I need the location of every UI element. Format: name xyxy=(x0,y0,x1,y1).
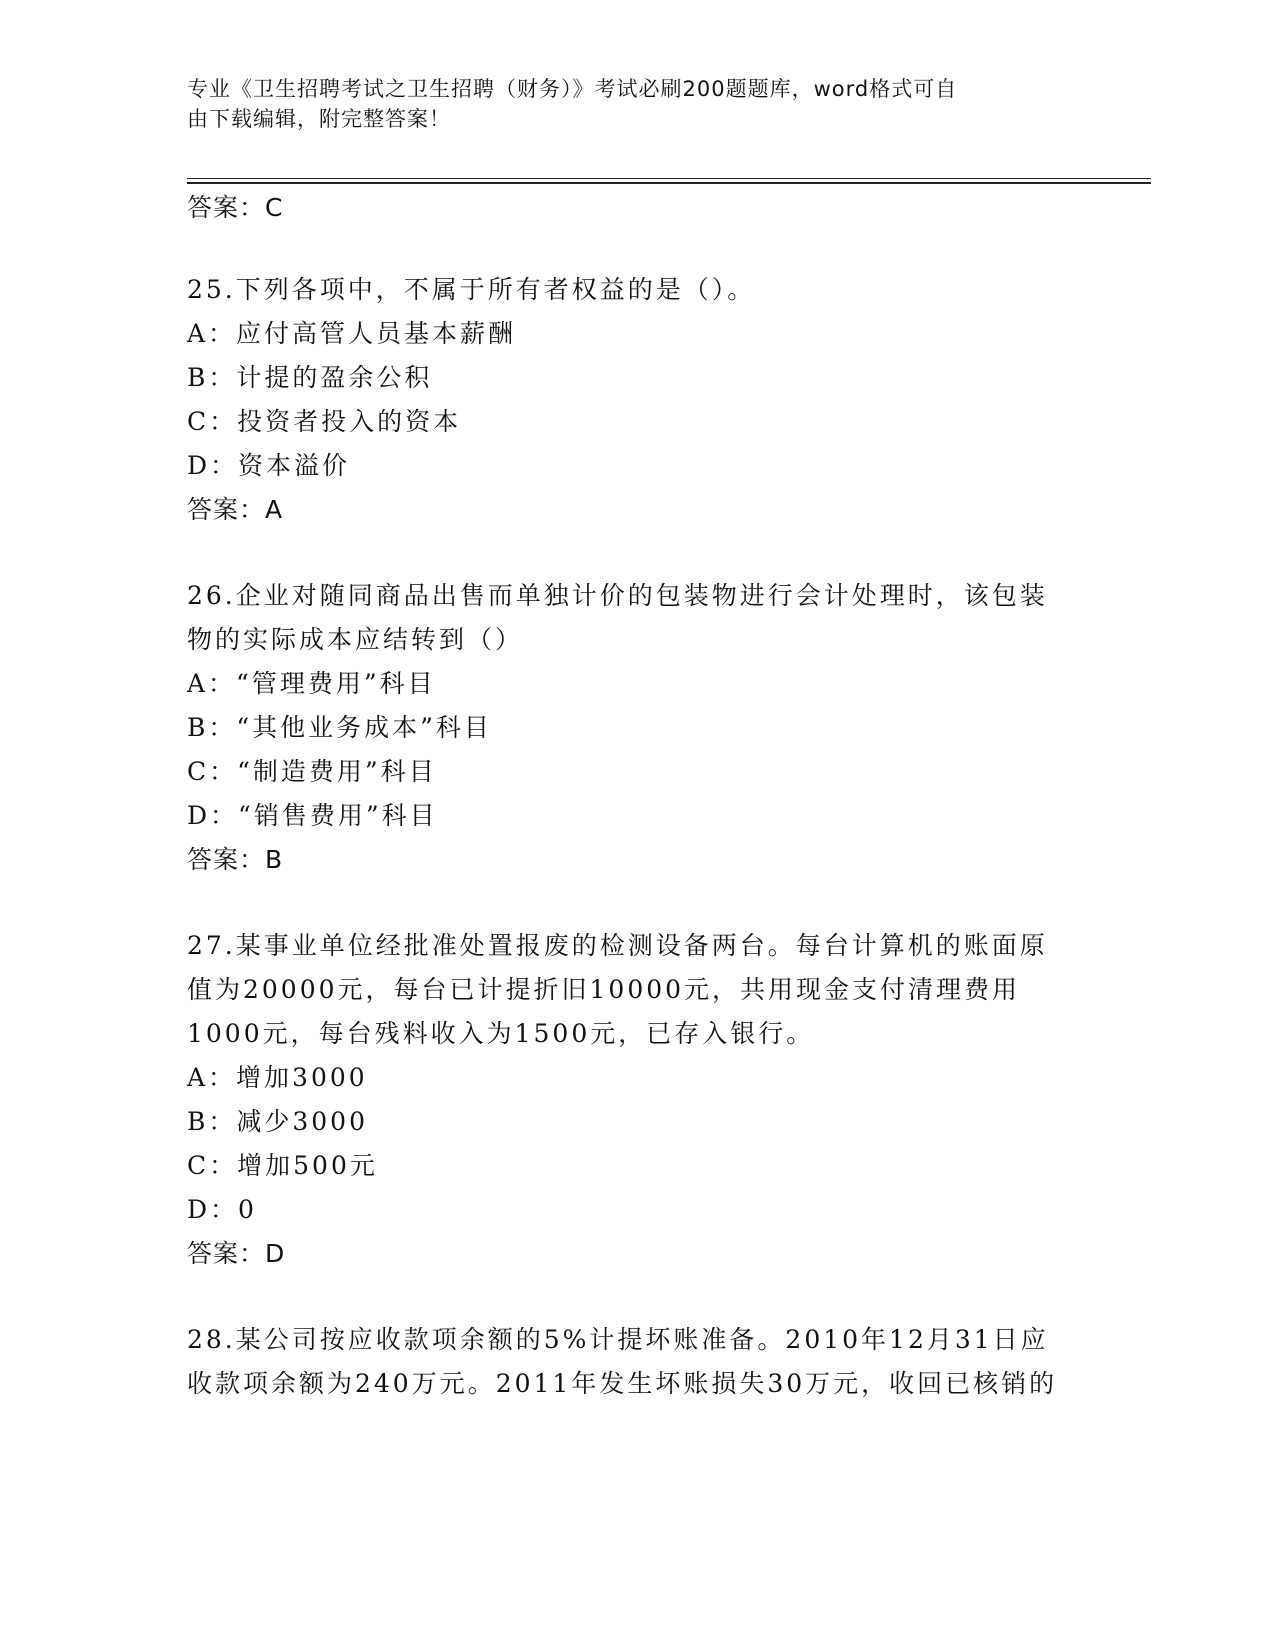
q27-option-c: C：增加500元 xyxy=(187,1151,378,1180)
q27-option-d: D：0 xyxy=(187,1195,257,1224)
q26-option-d: D：“销售费用”科目 xyxy=(187,801,438,830)
q28-stem-line-2: 收款项余额为240万元。2011年发生坏账损失30万元，收回已核销的 xyxy=(187,1369,1058,1398)
header-line-1: 专业《卫生招聘考试之卫生招聘（财务）》考试必刷200题题库，word格式可自 xyxy=(187,77,958,101)
q26-stem-line-2: 物的实际成本应结转到（） xyxy=(187,625,524,654)
q25-option-b: B：计提的盈余公积 xyxy=(187,363,433,392)
q27-stem-line-3: 1000元，每台残料收入为1500元，已存入银行。 xyxy=(187,1019,815,1048)
q25-stem-line-1: 25.下列各项中，不属于所有者权益的是（）。 xyxy=(187,275,756,304)
answer-prev: 答案：C xyxy=(187,193,284,222)
q26-option-c: C：“制造费用”科目 xyxy=(187,757,437,786)
q27-option-a: A：增加3000 xyxy=(187,1063,368,1092)
header-divider-thin xyxy=(187,178,1151,179)
q27-stem-line-2: 值为20000元，每台已计提折旧10000元，共用现金支付清理费用 xyxy=(187,975,1021,1004)
page-header xyxy=(187,74,1067,134)
q27-stem-line-1: 27.某事业单位经批准处置报废的检测设备两台。每台计算机的账面原 xyxy=(187,931,1048,960)
q28-stem-line-1: 28.某公司按应收款项余额的5%计提坏账准备。2010年12月31日应 xyxy=(187,1325,1049,1354)
q25-answer: 答案：A xyxy=(187,495,284,524)
q26-option-b: B：“其他业务成本”科目 xyxy=(187,713,492,742)
header-line-2: 由下载编辑，附完整答案！ xyxy=(187,107,451,131)
header-divider-thick xyxy=(187,182,1151,184)
q27-answer: 答案：D xyxy=(187,1239,286,1268)
q26-answer: 答案：B xyxy=(187,845,284,874)
q25-option-c: C：投资者投入的资本 xyxy=(187,407,462,436)
q26-stem-line-1: 26.企业对随同商品出售而单独计价的包装物进行会计处理时，该包装 xyxy=(187,581,1048,610)
q25-option-a: A：应付高管人员基本薪酬 xyxy=(187,319,517,348)
q27-option-b: B：减少3000 xyxy=(187,1107,368,1136)
q26-option-a: A：“管理费用”科目 xyxy=(187,669,436,698)
q25-option-d: D：资本溢价 xyxy=(187,451,351,480)
